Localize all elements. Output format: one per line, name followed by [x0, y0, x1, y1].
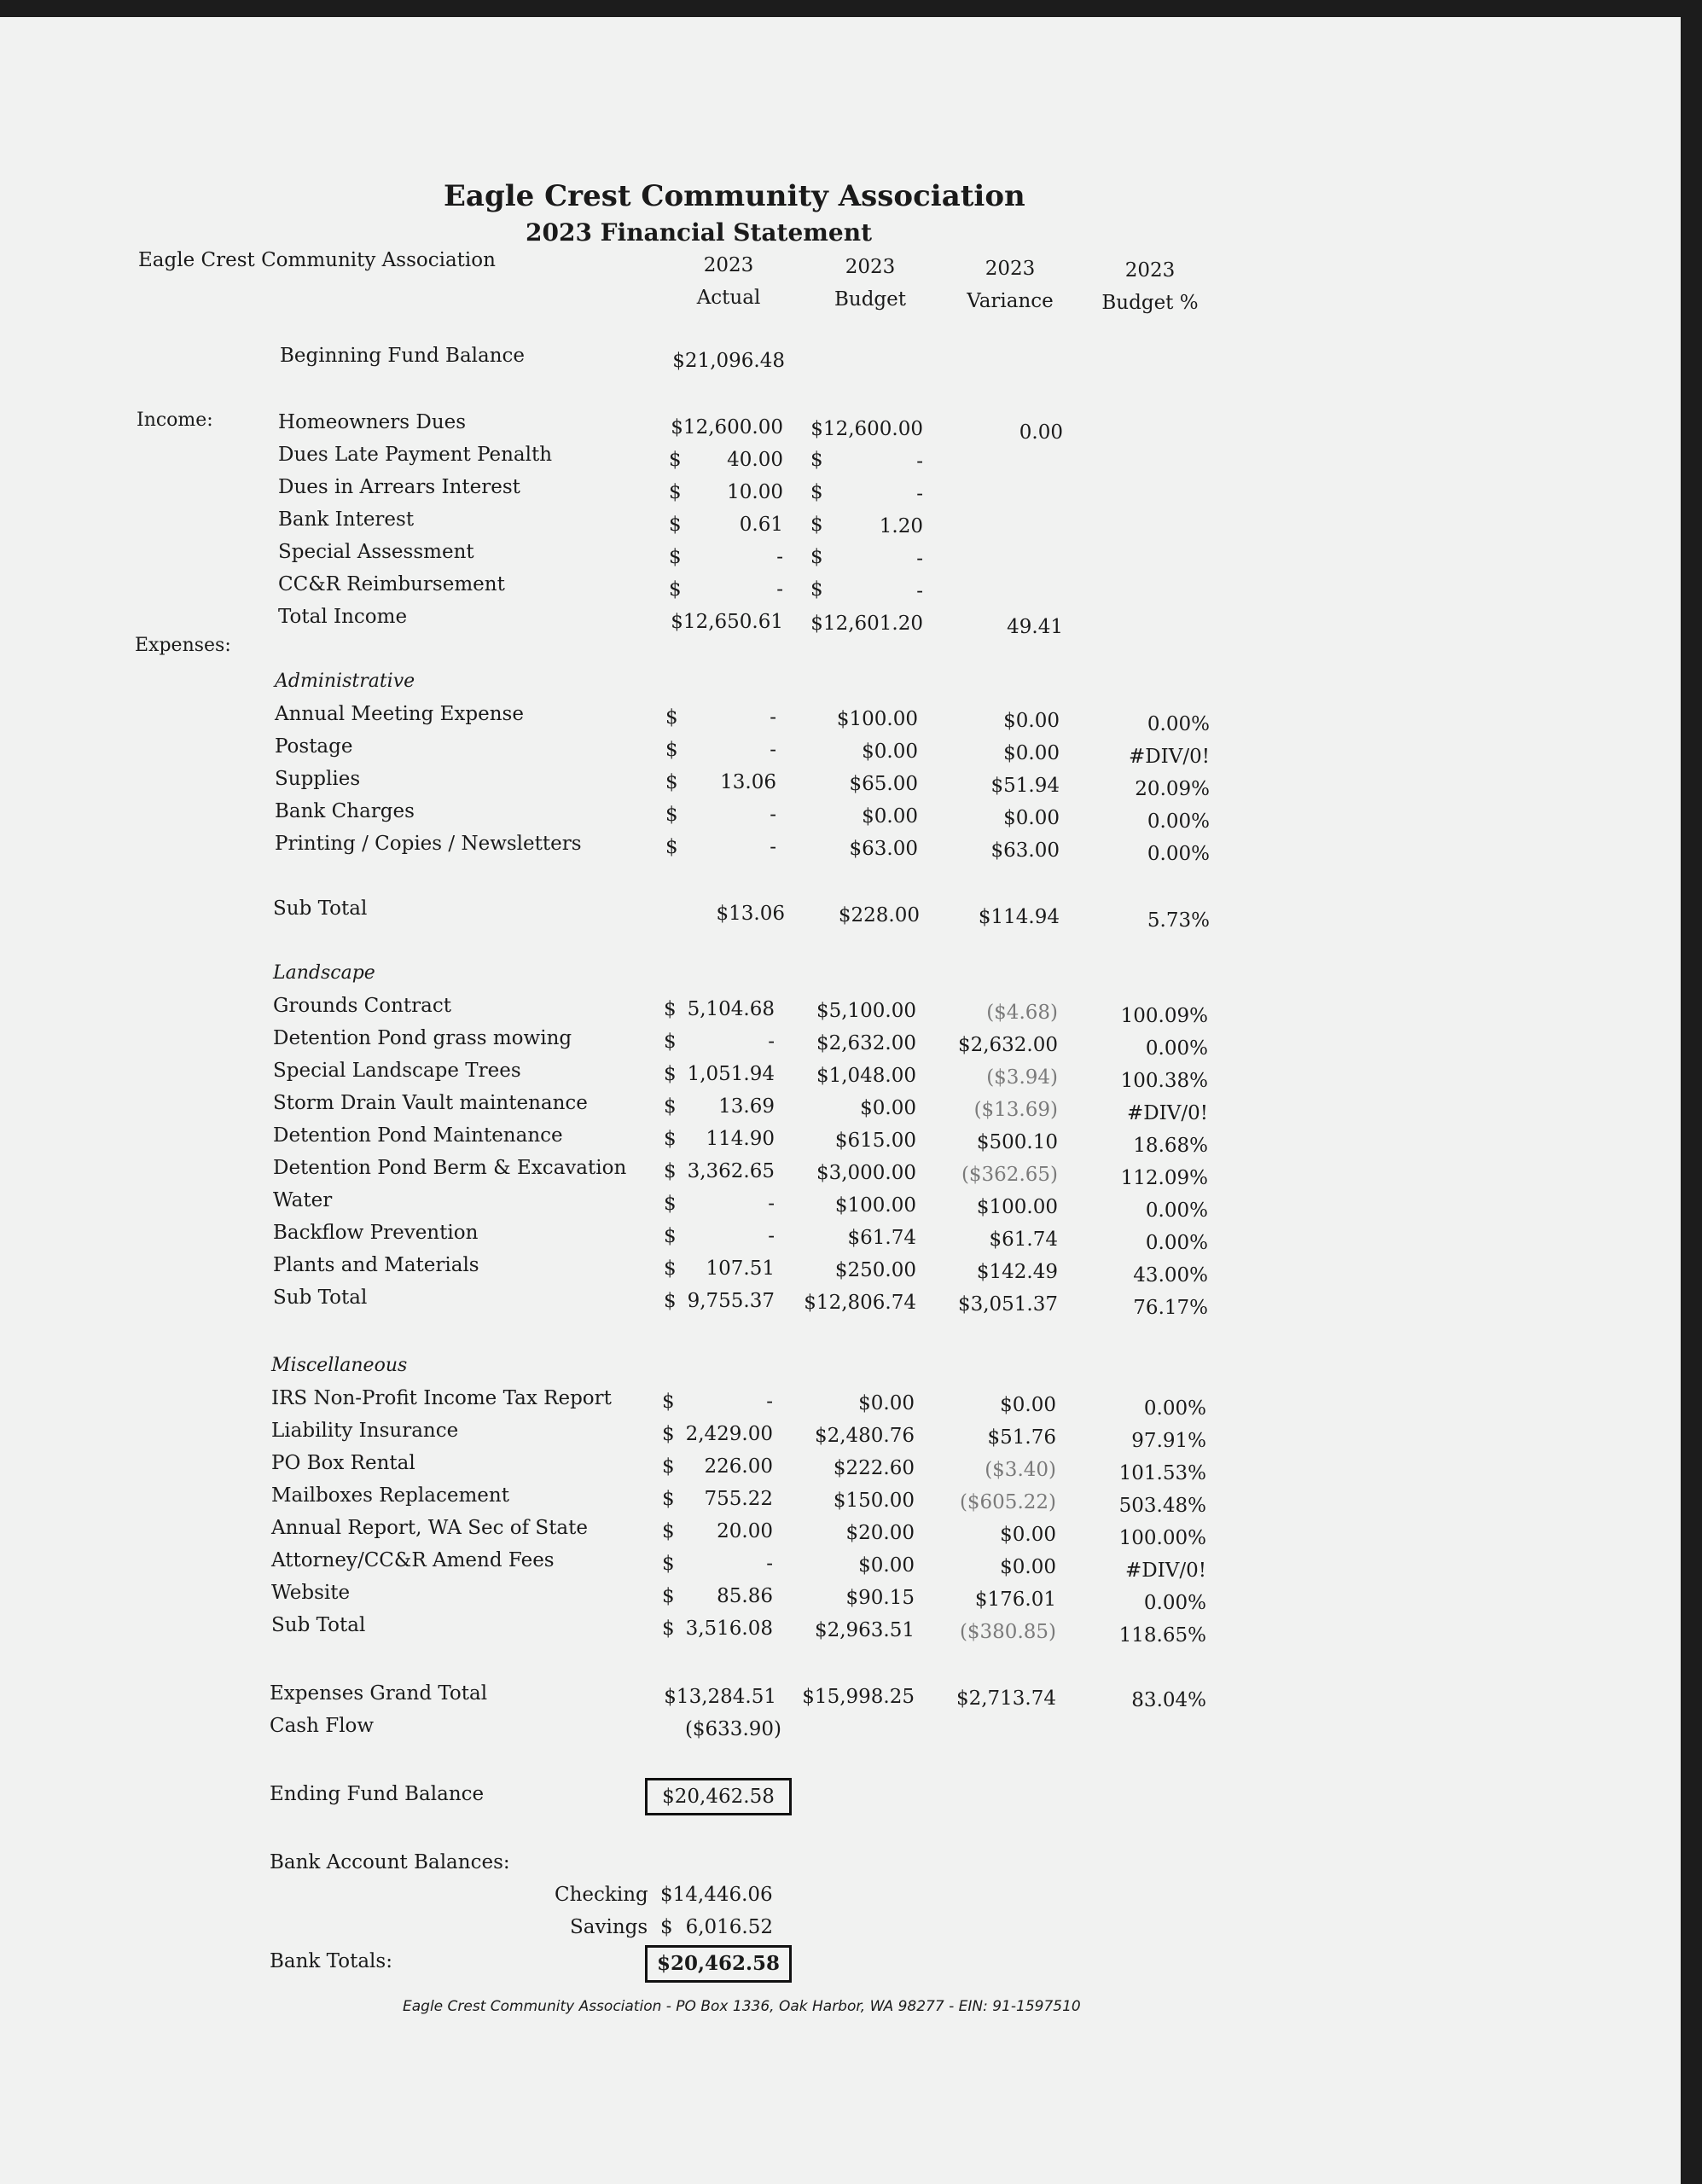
grand-total-variance: $2,713.74	[956, 1687, 1056, 1710]
landscape-row-budget: $0.00	[860, 1097, 916, 1119]
income-row-budget: $12,600.00	[810, 418, 923, 440]
landscape-row-variance: $2,632.00	[957, 1034, 1058, 1056]
page-title: Eagle Crest Community Association	[444, 179, 1025, 213]
landscape-row-label: Water	[273, 1189, 333, 1211]
landscape-row-label: Plants and Materials	[273, 1254, 479, 1276]
miscellaneous-row-actual: -	[766, 1391, 773, 1413]
administrative-row-label: Bank Charges	[275, 800, 415, 822]
landscape-row-pct: 100.38%	[1120, 1070, 1208, 1092]
landscape-row-variance: $61.74	[989, 1228, 1058, 1251]
administrative-row-variance: $0.00	[1003, 807, 1060, 829]
dollar-sign: $	[664, 1193, 677, 1215]
statement-page	[0, 17, 1681, 2184]
income-row-label: Homeowners Dues	[278, 411, 467, 433]
miscellaneous-row-variance: $176.01	[974, 1589, 1056, 1611]
administrative-heading: Administrative	[275, 671, 415, 692]
grand-total-label: Expenses Grand Total	[270, 1682, 488, 1705]
administrative-row-budget: $63.00	[849, 838, 918, 860]
dollar-sign: $	[810, 546, 823, 568]
income-row-actual: -	[776, 546, 783, 568]
landscape-row-label: Sub Total	[273, 1287, 368, 1309]
page-subtitle: 2023 Financial Statement	[526, 218, 873, 247]
landscape-row-actual: -	[768, 1193, 775, 1215]
landscape-row-budget: $5,100.00	[816, 1000, 916, 1022]
administrative-row-pct: #DIV/0!	[1128, 746, 1210, 768]
income-row-label: Total Income	[278, 606, 408, 628]
administrative-row-pct: 20.09%	[1135, 778, 1210, 800]
administrative-row-pct: 0.00%	[1147, 843, 1210, 865]
dollar-sign: $	[664, 1160, 677, 1182]
landscape-row-budget: $12,806.74	[804, 1292, 916, 1314]
savings-value: 6,016.52	[685, 1916, 773, 1938]
miscellaneous-row-variance: ($380.85)	[959, 1621, 1056, 1643]
miscellaneous-row-budget: $222.60	[833, 1457, 915, 1479]
administrative-row-actual: -	[770, 836, 776, 858]
miscellaneous-row-label: Sub Total	[271, 1614, 366, 1636]
landscape-row-variance: $500.10	[976, 1131, 1058, 1153]
beginning-balance-value: $21,096.48	[672, 350, 785, 372]
income-row-budget: -	[916, 483, 923, 505]
landscape-row-pct: 0.00%	[1145, 1199, 1208, 1222]
col-budget-label: Budget	[834, 288, 906, 311]
admin-subtotal-actual: $13.06	[716, 903, 785, 925]
org-name: Eagle Crest Community Association	[138, 249, 496, 271]
landscape-row-pct: 100.09%	[1120, 1005, 1208, 1027]
administrative-row-actual: -	[770, 739, 776, 761]
dollar-sign: $	[669, 546, 682, 568]
checking-label: Checking	[555, 1884, 648, 1906]
miscellaneous-row-pct: 0.00%	[1143, 1592, 1206, 1614]
miscellaneous-row-budget: $20.00	[845, 1522, 915, 1544]
income-row-label: Bank Interest	[278, 508, 415, 531]
admin-subtotal-label: Sub Total	[273, 897, 368, 920]
administrative-row-pct: 0.00%	[1147, 810, 1210, 833]
income-row-variance: 49.41	[1007, 616, 1063, 638]
administrative-row-budget: $0.00	[862, 741, 918, 763]
grand-total-budget: $15,998.25	[802, 1686, 915, 1708]
miscellaneous-row-label: Annual Report, WA Sec of State	[271, 1517, 588, 1539]
miscellaneous-row-actual: 755.22	[704, 1488, 773, 1510]
miscellaneous-row-label: PO Box Rental	[271, 1452, 415, 1474]
income-row-actual: 40.00	[727, 449, 783, 471]
administrative-row-budget: $0.00	[862, 805, 918, 828]
admin-subtotal-budget: $228.00	[838, 904, 920, 926]
income-row-actual: 10.00	[727, 481, 783, 503]
landscape-row-actual: -	[768, 1031, 775, 1053]
admin-subtotal-pct: 5.73%	[1147, 909, 1210, 932]
dollar-sign: $	[662, 1423, 675, 1445]
income-row-actual: 0.61	[739, 514, 783, 536]
landscape-row-actual: 5,104.68	[687, 998, 775, 1020]
landscape-row-variance: ($13.69)	[973, 1099, 1058, 1121]
dollar-sign: $	[665, 771, 678, 793]
income-row-budget: 1.20	[879, 515, 923, 537]
landscape-row-variance: $100.00	[976, 1196, 1058, 1218]
col-actual-label: Actual	[696, 287, 761, 309]
miscellaneous-row-pct: 0.00%	[1143, 1397, 1206, 1420]
dollar-sign: $	[669, 481, 682, 503]
administrative-row-actual: -	[770, 804, 776, 826]
miscellaneous-row-budget: $2,480.76	[814, 1425, 915, 1447]
landscape-row-label: Backflow Prevention	[273, 1222, 479, 1244]
administrative-row-variance: $51.94	[990, 775, 1060, 797]
miscellaneous-row-label: Mailboxes Replacement	[271, 1484, 509, 1507]
miscellaneous-row-variance: $0.00	[1000, 1524, 1056, 1546]
miscellaneous-row-pct: 503.48%	[1118, 1495, 1206, 1517]
dollar-sign: $	[664, 1225, 677, 1247]
savings-label: Savings	[570, 1916, 648, 1938]
income-row-label: Dues Late Payment Penalth	[278, 444, 553, 466]
income-row-budget: $12,601.20	[810, 613, 923, 635]
landscape-row-budget: $100.00	[834, 1194, 916, 1217]
landscape-row-variance: ($3.94)	[986, 1066, 1058, 1089]
grand-total-pct: 83.04%	[1131, 1689, 1206, 1711]
landscape-row-budget: $1,048.00	[816, 1065, 916, 1087]
miscellaneous-row-actual: 85.86	[717, 1585, 773, 1607]
expenses-section-label: Expenses:	[135, 635, 231, 656]
miscellaneous-row-pct: 101.53%	[1118, 1462, 1206, 1484]
dollar-sign: $	[662, 1553, 675, 1575]
landscape-row-label: Grounds Contract	[273, 995, 452, 1017]
dollar-sign: $	[664, 1031, 677, 1053]
income-row-actual: $12,600.00	[671, 416, 783, 439]
col-budget-year: 2023	[845, 256, 896, 278]
col-actual-year: 2023	[703, 254, 754, 276]
income-row-label: CC&R Reimbursement	[278, 573, 505, 595]
miscellaneous-row-budget: $2,963.51	[814, 1619, 915, 1641]
landscape-row-pct: #DIV/0!	[1126, 1102, 1208, 1124]
cash-flow-label: Cash Flow	[270, 1715, 375, 1737]
administrative-row-label: Annual Meeting Expense	[275, 703, 524, 725]
income-row-actual: $12,650.61	[671, 611, 783, 633]
miscellaneous-row-variance: ($605.22)	[959, 1491, 1056, 1513]
miscellaneous-row-budget: $0.00	[858, 1554, 915, 1577]
income-row-budget: -	[916, 580, 923, 602]
landscape-row-actual: -	[768, 1225, 775, 1247]
col-pct-year: 2023	[1124, 259, 1176, 282]
income-row-variance: 0.00	[1019, 421, 1063, 444]
beginning-balance-label: Beginning Fund Balance	[280, 345, 526, 367]
dollar-sign: $	[664, 1095, 677, 1118]
income-row-budget: -	[916, 548, 923, 570]
dollar-sign: $	[664, 998, 677, 1020]
landscape-row-actual: 1,051.94	[687, 1063, 775, 1085]
miscellaneous-row-variance: $51.76	[987, 1426, 1056, 1449]
dollar-sign: $	[664, 1063, 677, 1085]
landscape-row-label: Detention Pond grass mowing	[273, 1027, 572, 1049]
administrative-row-budget: $65.00	[849, 773, 918, 795]
landscape-row-pct: 76.17%	[1133, 1297, 1208, 1319]
landscape-row-budget: $3,000.00	[816, 1162, 916, 1184]
admin-subtotal-variance: $114.94	[978, 906, 1060, 928]
miscellaneous-row-actual: 20.00	[717, 1520, 773, 1542]
dollar-sign: $	[662, 1455, 675, 1478]
landscape-row-pct: 0.00%	[1145, 1037, 1208, 1060]
landscape-row-variance: $3,051.37	[957, 1293, 1058, 1316]
miscellaneous-row-actual: 3,516.08	[685, 1618, 773, 1640]
landscape-row-actual: 13.69	[718, 1095, 775, 1118]
landscape-row-budget: $61.74	[847, 1227, 916, 1249]
dollar-sign: $	[665, 804, 678, 826]
miscellaneous-row-variance: ($3.40)	[985, 1459, 1056, 1481]
landscape-row-budget: $2,632.00	[816, 1032, 916, 1054]
landscape-row-pct: 43.00%	[1133, 1264, 1208, 1287]
administrative-row-actual: 13.06	[720, 771, 776, 793]
dollar-sign: $	[662, 1585, 675, 1607]
miscellaneous-row-budget: $0.00	[858, 1392, 915, 1414]
landscape-row-variance: ($362.65)	[961, 1164, 1058, 1186]
dollar-sign: $	[665, 836, 678, 858]
miscellaneous-row-label: Attorney/CC&R Amend Fees	[271, 1549, 555, 1571]
administrative-row-variance: $63.00	[990, 839, 1060, 862]
bank-totals-box: $20,462.58	[645, 1945, 792, 1983]
landscape-row-variance: ($4.68)	[986, 1002, 1058, 1024]
landscape-row-pct: 0.00%	[1145, 1232, 1208, 1254]
dollar-sign: $	[669, 514, 682, 536]
dollar-sign: $	[662, 1618, 675, 1640]
miscellaneous-row-pct: #DIV/0!	[1124, 1560, 1206, 1582]
cash-flow-value: ($633.90)	[684, 1718, 781, 1740]
bank-balances-heading: Bank Account Balances:	[270, 1851, 510, 1873]
footer-address: Eagle Crest Community Association - PO Box 1336, Oak Harbor, WA 98277 - EIN: 91-1597510	[403, 1998, 1081, 2015]
grand-total-actual: $13,284.51	[664, 1686, 776, 1708]
ending-balance-box: $20,462.58	[645, 1778, 792, 1815]
miscellaneous-row-actual: 226.00	[704, 1455, 773, 1478]
checking-value: $14,446.06	[660, 1884, 773, 1906]
miscellaneous-row-actual: 2,429.00	[685, 1423, 773, 1445]
dollar-sign: $	[662, 1391, 675, 1413]
dollar-sign: $	[664, 1290, 677, 1312]
landscape-row-label: Detention Pond Maintenance	[273, 1124, 563, 1147]
savings-dollar-sign: $	[660, 1916, 673, 1938]
dollar-sign: $	[662, 1488, 675, 1510]
administrative-row-variance: $0.00	[1003, 742, 1060, 764]
miscellaneous-row-variance: $0.00	[1000, 1394, 1056, 1416]
income-row-actual: -	[776, 578, 783, 601]
dollar-sign: $	[810, 578, 823, 601]
landscape-row-label: Storm Drain Vault maintenance	[273, 1092, 588, 1114]
dollar-sign: $	[810, 449, 823, 471]
administrative-row-budget: $100.00	[836, 708, 918, 730]
landscape-row-label: Special Landscape Trees	[273, 1060, 521, 1082]
miscellaneous-row-pct: 97.91%	[1131, 1430, 1206, 1452]
administrative-row-pct: 0.00%	[1147, 713, 1210, 735]
miscellaneous-row-pct: 118.65%	[1118, 1624, 1206, 1647]
miscellaneous-heading: Miscellaneous	[271, 1355, 408, 1376]
landscape-heading: Landscape	[273, 962, 375, 984]
col-pct-label: Budget %	[1101, 292, 1199, 314]
landscape-row-actual: 114.90	[706, 1128, 775, 1150]
administrative-row-actual: -	[770, 706, 776, 729]
administrative-row-label: Printing / Copies / Newsletters	[275, 833, 582, 855]
dollar-sign: $	[665, 706, 678, 729]
landscape-row-variance: $142.49	[976, 1261, 1058, 1283]
col-variance-year: 2023	[985, 258, 1036, 280]
dollar-sign: $	[665, 739, 678, 761]
landscape-row-actual: 3,362.65	[687, 1160, 775, 1182]
miscellaneous-row-label: Liability Insurance	[271, 1420, 459, 1442]
dollar-sign: $	[810, 514, 823, 536]
ending-balance-label: Ending Fund Balance	[270, 1783, 485, 1805]
administrative-row-label: Postage	[275, 735, 353, 758]
administrative-row-label: Supplies	[275, 768, 361, 790]
dollar-sign: $	[664, 1258, 677, 1280]
dollar-sign: $	[669, 578, 682, 601]
dollar-sign: $	[664, 1128, 677, 1150]
income-row-label: Dues in Arrears Interest	[278, 476, 520, 498]
miscellaneous-row-actual: -	[766, 1553, 773, 1575]
landscape-row-budget: $250.00	[834, 1259, 916, 1281]
miscellaneous-row-pct: 100.00%	[1118, 1527, 1206, 1549]
col-variance-label: Variance	[967, 290, 1054, 312]
dollar-sign: $	[662, 1520, 675, 1542]
income-row-budget: -	[916, 450, 923, 473]
dollar-sign: $	[669, 449, 682, 471]
administrative-row-variance: $0.00	[1003, 710, 1060, 732]
landscape-row-budget: $615.00	[834, 1130, 916, 1152]
miscellaneous-row-budget: $150.00	[833, 1490, 915, 1512]
landscape-row-pct: 112.09%	[1120, 1167, 1208, 1189]
miscellaneous-row-label: IRS Non-Profit Income Tax Report	[271, 1387, 612, 1409]
landscape-row-actual: 9,755.37	[687, 1290, 775, 1312]
miscellaneous-row-budget: $90.15	[845, 1587, 915, 1609]
dollar-sign: $	[810, 481, 823, 503]
miscellaneous-row-label: Website	[271, 1582, 351, 1604]
landscape-row-actual: 107.51	[706, 1258, 775, 1280]
landscape-row-pct: 18.68%	[1133, 1135, 1208, 1157]
income-row-label: Special Assessment	[278, 541, 474, 563]
landscape-row-label: Detention Pond Berm & Excavation	[273, 1157, 627, 1179]
miscellaneous-row-variance: $0.00	[1000, 1556, 1056, 1578]
bank-totals-label: Bank Totals:	[270, 1950, 392, 1972]
income-section-label: Income:	[137, 410, 213, 431]
